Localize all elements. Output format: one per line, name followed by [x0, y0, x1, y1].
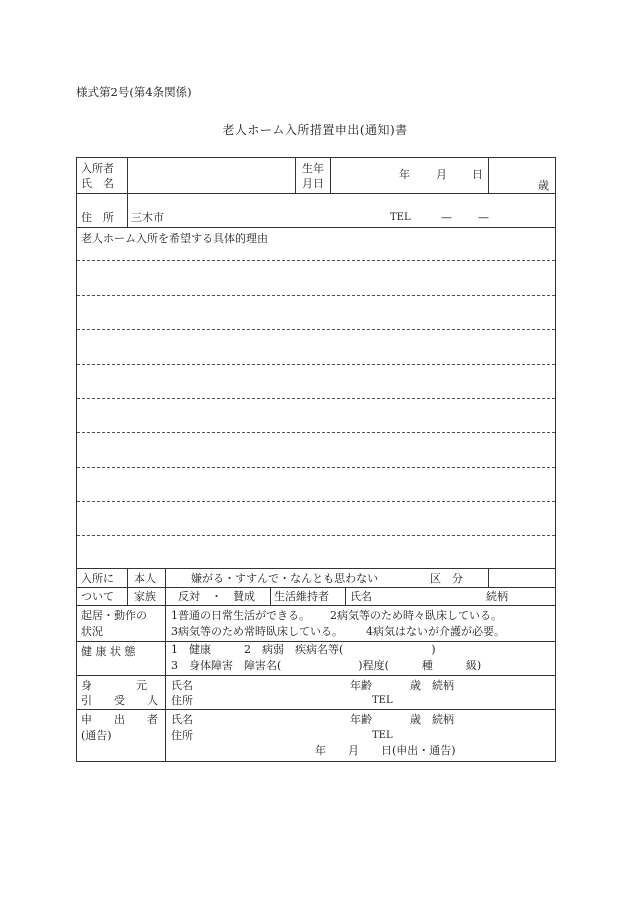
attitude-label-line1: 入所に — [81, 572, 114, 585]
address-city: 三木市 — [131, 211, 164, 224]
classification-label: 区 分 — [430, 572, 463, 585]
health-line-1[interactable]: 1 健康 2 病弱 疾病名等( ) — [171, 643, 436, 656]
name-label-line1: 入所者 — [81, 162, 114, 175]
attitude-label-line2: ついて — [81, 590, 114, 603]
form-number: 様式第2号(第4条関係) — [76, 85, 192, 99]
self-label: 本人 — [134, 572, 156, 585]
reporter-age-label: 年齢 — [350, 713, 372, 726]
activity-label-line1: 起居・動作の — [81, 609, 147, 622]
activity-option-1[interactable]: 1普通の日常生活ができる。 — [171, 609, 310, 622]
age-label: 歳 — [538, 179, 549, 192]
activity-option-4[interactable]: 4病気はないが介護が必要。 — [366, 625, 505, 638]
reporter-name-label: 氏名 — [171, 713, 193, 726]
health-line-2[interactable]: 3 身体障害 障害名( )程度( 種 級) — [171, 659, 482, 672]
health-label: 健 康 状 態 — [81, 645, 136, 658]
address-label: 住 所 — [81, 211, 114, 224]
tel-separator: — — [441, 211, 452, 224]
month-label: 月 — [436, 168, 447, 181]
activity-option-3[interactable]: 3病気等のため常時臥床している。 — [171, 625, 343, 638]
reporter-relation-label: 続柄 — [432, 713, 454, 726]
applicant-name-field[interactable] — [131, 160, 291, 190]
self-attitude-options[interactable]: 嫌がる・すすんで・なんとも思わない — [191, 572, 379, 585]
guarantor-label-line1: 身 元 — [81, 679, 147, 692]
reason-label: 老人ホーム入所を希望する具体的理由 — [81, 232, 268, 245]
document-title: 老人ホーム入所措置申出(通知)書 — [222, 123, 408, 137]
guarantor-address-label: 住所 — [171, 694, 193, 707]
year-label: 年 — [399, 168, 410, 181]
report-date-line: 年 月 日(申出・通告) — [315, 744, 456, 757]
tel-label: TEL — [390, 212, 411, 223]
guarantor-age-suffix: 歳 — [410, 679, 421, 692]
reporter-age-suffix: 歳 — [410, 713, 421, 726]
birth-label-line1: 生年 — [302, 162, 324, 175]
reporter-label-line2: (通告) — [81, 729, 112, 742]
supporter-name-label: 氏名 — [350, 590, 372, 603]
name-label-line2: 氏 名 — [81, 177, 114, 190]
supporter-relation-label: 続柄 — [486, 590, 508, 603]
tel-separator: — — [478, 211, 489, 224]
guarantor-age-label: 年齢 — [350, 679, 372, 692]
guarantor-label-line2: 引 受 人 — [81, 694, 158, 707]
birth-label-line2: 月日 — [302, 177, 324, 190]
reporter-address-label: 住所 — [171, 729, 193, 742]
supporter-label: 生活維持者 — [274, 590, 329, 603]
activity-label-line2: 状況 — [81, 625, 103, 638]
reporter-tel-label: TEL — [372, 730, 393, 741]
activity-option-2[interactable]: 2病気等のため時々臥床している。 — [330, 609, 502, 622]
family-attitude-options[interactable]: 反対 ・ 賛成 — [178, 590, 255, 603]
guarantor-relation-label: 続柄 — [432, 679, 454, 692]
family-label: 家族 — [134, 590, 156, 603]
guarantor-tel-label: TEL — [372, 695, 393, 706]
day-label: 日 — [472, 168, 483, 181]
reporter-label-line1: 申 出 者 — [81, 713, 158, 726]
reason-text-area[interactable] — [80, 248, 552, 564]
guarantor-name-label: 氏名 — [171, 679, 193, 692]
